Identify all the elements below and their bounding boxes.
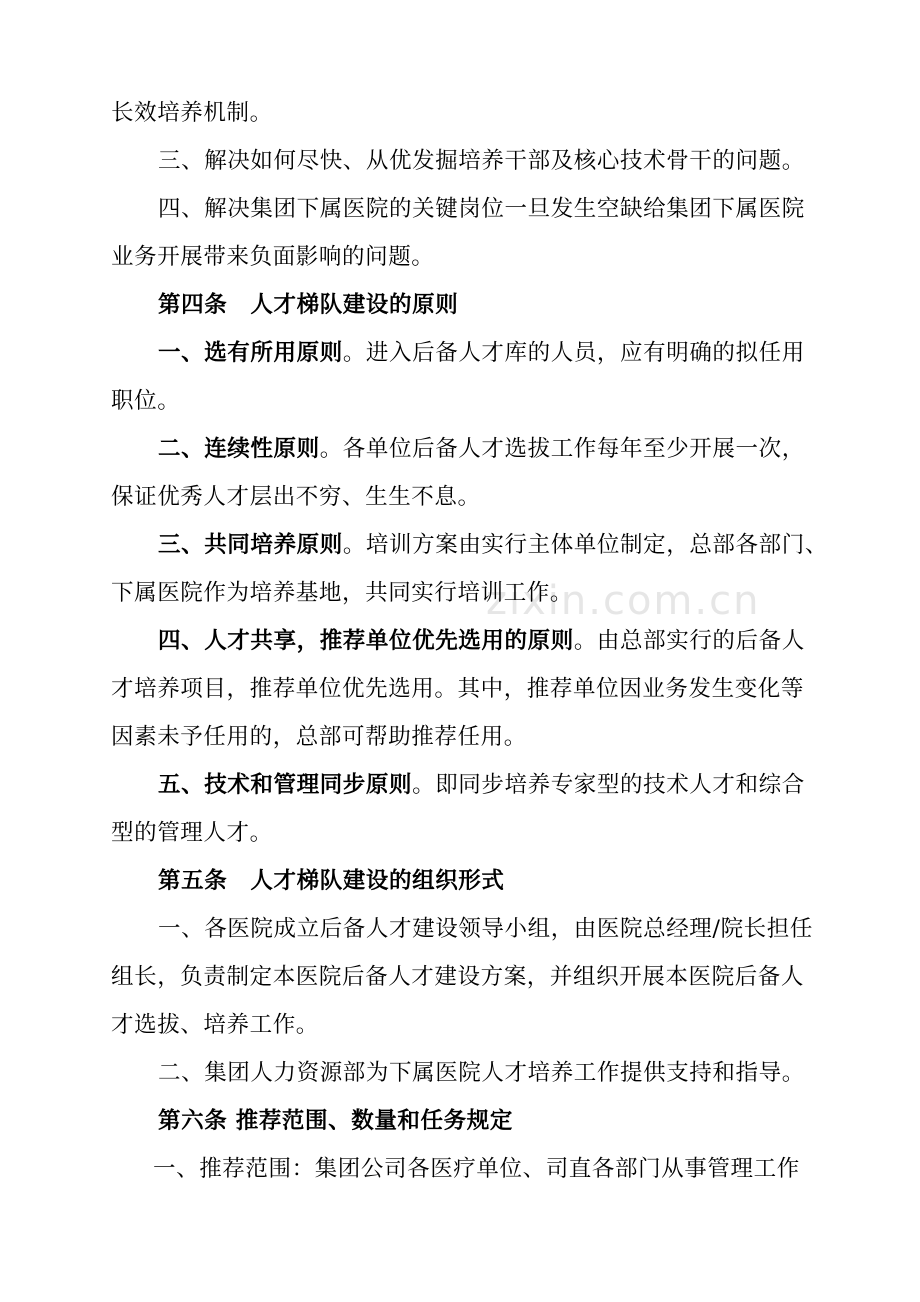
paragraph-line (0, 381, 920, 421)
line-text: 型的管理人才。 (111, 820, 273, 846)
paragraph-line (0, 141, 920, 181)
article-heading (0, 285, 920, 325)
line-text: 因素未予任用的，总部可帮助推荐任用。 (111, 724, 527, 750)
principle-label: 三、共同培养原则 (158, 532, 343, 558)
paragraph-line (0, 813, 920, 853)
line-text: 。培训方案由实行主体单位制定，总部各部门、 (342, 532, 828, 558)
line-text: 业务开展带来负面影响的问题。 (111, 244, 435, 270)
principle-label: 四、人才共享，推荐单位优先选用的原则 (158, 628, 574, 654)
line-text: 一、各医院成立后备人才建设领导小组，由医院总经理/院长担任 (158, 916, 813, 942)
line-text: 。即同步培养专家型的技术人才和综合 (412, 772, 805, 798)
paragraph-line (0, 477, 920, 517)
paragraph-line (0, 1053, 920, 1093)
paragraph-line (0, 525, 920, 565)
paragraph-line (0, 333, 920, 373)
paragraph-line (0, 1005, 920, 1045)
line-text: 一、推荐范围：集团公司各医疗单位、司直各部门从事管理工作 (153, 1156, 800, 1182)
article-heading (0, 1101, 920, 1141)
paragraph-line (0, 1149, 920, 1189)
paragraph-line (0, 717, 920, 757)
paragraph-line (0, 237, 920, 277)
paragraph-line (0, 621, 920, 661)
line-text: 。由总部实行的后备人 (573, 628, 805, 654)
line-text: 三、解决如何尽快、从优发掘培养干部及核心技术骨干的问题。 (158, 148, 805, 174)
paragraph-line (0, 957, 920, 997)
paragraph-line (0, 909, 920, 949)
paragraph-line (0, 669, 920, 709)
heading-text: 第四条 人才梯队建设的原则 (158, 292, 459, 318)
paragraph-line (0, 573, 920, 613)
line-text: 才选拔、培养工作。 (111, 1012, 319, 1038)
line-text: 。进入后备人才库的人员，应有明确的拟任用 (342, 340, 805, 366)
paragraph-line (0, 429, 920, 469)
paragraph-line (0, 765, 920, 805)
principle-label: 二、连续性原则 (158, 436, 320, 462)
line-text: 。各单位后备人才选拔工作每年至少开展一次， (319, 436, 805, 462)
principle-label: 五、技术和管理同步原则 (158, 772, 413, 798)
principle-label: 一、选有所用原则 (158, 340, 343, 366)
line-text: 组长，负责制定本医院后备人才建设方案，并组织开展本医院后备人 (111, 964, 805, 990)
paragraph-line (0, 189, 920, 229)
heading-text: 第五条 人才梯队建设的组织形式 (158, 868, 505, 894)
heading-text: 第六条 推荐范围、数量和任务规定 (158, 1108, 513, 1134)
line-text: 四、解决集团下属医院的关键岗位一旦发生空缺给集团下属医院 (158, 196, 805, 222)
line-text: 保证优秀人才层出不穷、生生不息。 (111, 484, 481, 510)
line-text: 才培养项目，推荐单位优先选用。其中，推荐单位因业务发生变化等 (111, 676, 805, 702)
watermark: zixin.com.cn (486, 578, 761, 624)
article-heading (0, 861, 920, 901)
line-text: 二、集团人力资源部为下属医院人才培养工作提供支持和指导。 (158, 1060, 805, 1086)
line-text: 职位。 (111, 388, 181, 414)
paragraph-line (0, 93, 920, 133)
line-text: 下属医院作为培养基地，共同实行培训工作。 (111, 580, 574, 606)
line-text: 长效培养机制。 (111, 100, 273, 126)
